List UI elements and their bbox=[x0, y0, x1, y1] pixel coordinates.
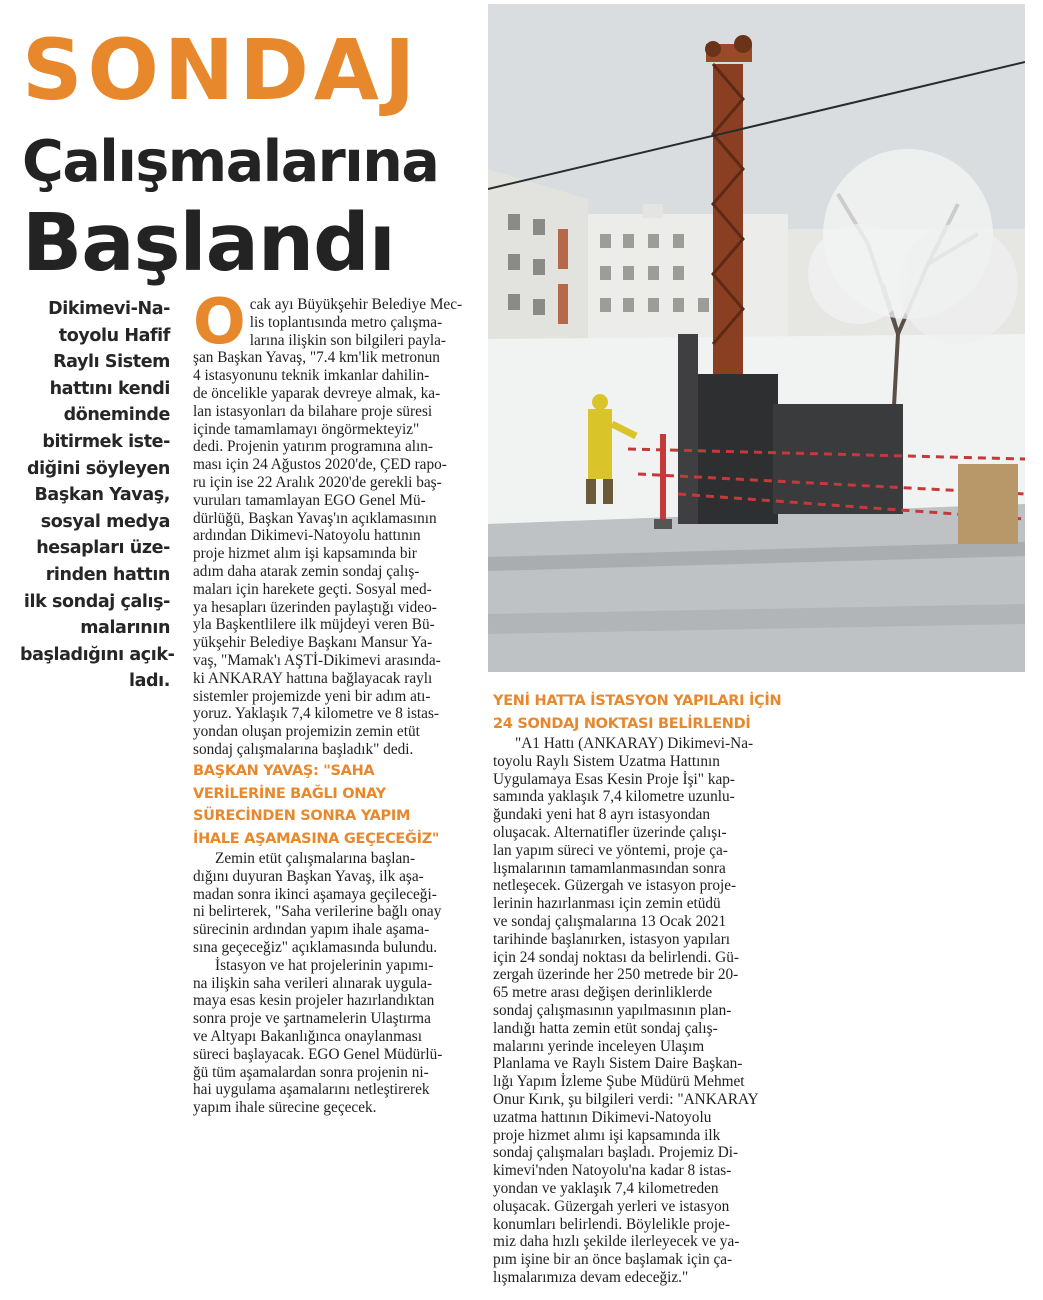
heading-line: SÜRECİNDEN SONRA YAPIM bbox=[193, 808, 411, 824]
body-line: malarını yerinde inceleyen Ulaşım bbox=[493, 1037, 705, 1055]
heading-line: VERİLERİNE BAĞLI ONAY bbox=[193, 785, 386, 802]
heading-line: 24 SONDAJ NOKTASI BELİRLENDİ bbox=[493, 715, 751, 732]
body-line: landığı hatta zemin etüt sondaj çalış- bbox=[493, 1019, 718, 1037]
article-column-1 bbox=[193, 285, 463, 759]
body-line: ğü tüm aşamalardan sonra projenin ni- bbox=[193, 1063, 429, 1081]
lead-line: diğini söyleyen bbox=[26, 458, 170, 479]
body-line: yapım ihale sürecine geçecek. bbox=[193, 1099, 377, 1117]
body-line: uzatma hattının Dikimevi-Natoyolu bbox=[493, 1108, 712, 1126]
body-line: ki ANKARAY hattına bağlayacak raylı bbox=[193, 669, 433, 687]
body-line: şan Başkan Yavaş, "7.4 km'lik metronun bbox=[193, 349, 440, 367]
lead-line: döneminde bbox=[63, 405, 170, 426]
headline-title: SONDAJ bbox=[22, 21, 421, 119]
body-line: Uygulamaya Esas Kesin Proje İşi" kap- bbox=[493, 770, 736, 788]
left-apartment-building bbox=[488, 169, 588, 344]
lead-line: rinden hattın bbox=[45, 564, 170, 585]
body-line: "A1 Hattı (ANKARAY) Dikimevi-Na- bbox=[515, 735, 754, 752]
body-line: lan yapım süreci ve yöntemi, proje ça- bbox=[493, 841, 728, 859]
lead-line: toyolu Hafif bbox=[58, 325, 170, 346]
body-line: yondan ve yaklaşık 7,4 kilometreden bbox=[493, 1179, 719, 1197]
center-apartment-building bbox=[588, 204, 788, 354]
body-line: yla Başkentlilere ilk müjdeyi veren Bü- bbox=[193, 616, 435, 634]
body-line: sonra proje ve şartnamelerin Ulaştırma bbox=[193, 1010, 431, 1028]
body-line: na ilişkin saha verileri alınarak uygula- bbox=[193, 974, 433, 992]
lead-line: başladığını açık- bbox=[20, 644, 175, 665]
wooden-crate bbox=[958, 464, 1018, 544]
body-line: Planlama ve Raylı Sistem Daire Başkan- bbox=[493, 1055, 743, 1073]
body-line: tarihinde başlanırken, istasyon yapıları bbox=[493, 930, 731, 948]
lead-line: bitirmek iste- bbox=[42, 431, 170, 452]
body-line: için 24 sondaj noktası da belirlendi. Gü- bbox=[493, 948, 739, 966]
body-line: 65 metre arası değişen derinliklerde bbox=[493, 984, 713, 1002]
drop-cap: O bbox=[193, 285, 246, 358]
body-line: zergah üzerinde her 250 metrede bir 20- bbox=[493, 966, 739, 984]
body-line: adım daha atarak zemin sondaj çalış- bbox=[193, 562, 420, 580]
body-line: sondaj çalışmasının yapılmasının plan- bbox=[493, 1001, 732, 1019]
body-line: miz daha hızlı şekilde ilerleyecek ve ya- bbox=[493, 1233, 740, 1251]
lead-line: ilk sondaj çalış- bbox=[23, 591, 170, 612]
heading-line: İHALE AŞAMASINA GEÇECEĞİZ" bbox=[193, 830, 440, 847]
body-line: ardından Dikimevi-Natoyolu hattının bbox=[193, 527, 421, 545]
body-line: yondan oluşan projemizin zemin etüt bbox=[193, 723, 420, 741]
body-line: sına geçeceğiz" açıklamasında bulundu. bbox=[193, 938, 438, 956]
lead-line: Raylı Sistem bbox=[53, 352, 170, 373]
body-line: ve Altyapı Bakanlığınca onaylanması bbox=[193, 1027, 422, 1045]
body-line: sondaj çalışmalarına başladık" dedi. bbox=[193, 740, 414, 758]
body-line: Zemin etüt çalışmalarına başlan- bbox=[215, 850, 416, 867]
body-line: toyolu Raylı Sistem Uzatma Hattının bbox=[493, 752, 720, 770]
heading-line: YENİ HATTA İSTASYON YAPILARI İÇİN bbox=[493, 693, 782, 709]
heading-line: BAŞKAN YAVAŞ: "SAHA bbox=[193, 763, 375, 779]
body-line: de öncelikle yaparak devreye almak, ka- bbox=[193, 384, 441, 402]
section-1-body bbox=[193, 850, 460, 1117]
lead-line: hesapları üze- bbox=[36, 538, 170, 559]
body-line: lan istasyonları da bilahare proje süresi bbox=[193, 402, 433, 420]
body-line: ya hesapları üzerinden paylaştığı video- bbox=[193, 598, 437, 616]
drilling-rig-photo bbox=[488, 4, 1025, 672]
body-line: lışmalarımıza devam edeceğiz." bbox=[493, 1268, 689, 1286]
body-line: kimevi'nden Natoyolu'na kadar 8 istas- bbox=[493, 1162, 732, 1180]
body-line: lışmalarının tamamlanmasından sonra bbox=[493, 859, 726, 877]
headline-line-3: Başlandı bbox=[22, 197, 395, 289]
body-line: madan sonra ikinci aşamaya geçileceği- bbox=[193, 885, 437, 903]
body-line: yükşehir Belediye Başkanı Mansur Ya- bbox=[193, 634, 433, 652]
lead-paragraph bbox=[20, 296, 175, 695]
body-line: İstasyon ve hat projelerinin yapımı- bbox=[215, 956, 434, 974]
body-line: dığını duyuran Başkan Yavaş, ilk aşa- bbox=[193, 867, 424, 885]
body-line: ve sondaj çalışmalarına 13 Ocak 2021 bbox=[493, 912, 727, 930]
body-line: ğundaki yeni hat 8 ayrı istasyondan bbox=[493, 806, 711, 824]
body-line: ni belirterek, "Saha verilerine bağlı onay bbox=[193, 903, 442, 921]
section-2-body bbox=[493, 735, 758, 1287]
body-line: yoruz. Yaklaşık 7,4 kilometre ve 8 istas- bbox=[193, 705, 439, 723]
body-line: maları için harekete geçti. Sosyal med- bbox=[193, 580, 432, 598]
body-line: vuruları tamamlayan EGO Genel Mü- bbox=[193, 491, 426, 509]
body-line: ru için ise 22 Aralık 2020'de gerekli baş- bbox=[193, 473, 442, 491]
body-line: oluşacak. Alternatifler üzerinde çalışı- bbox=[493, 823, 727, 841]
body-line: lerinin hazırlanması için zemin etüdü bbox=[493, 895, 721, 913]
lead-line: ladı. bbox=[129, 671, 170, 692]
body-line: içinde tamamlamayı öngörmekteyiz" bbox=[193, 420, 420, 438]
body-line: dürlüğü, Başkan Yavaş'ın açıklamasının bbox=[193, 509, 437, 527]
body-line: cak ayı Büyükşehir Belediye Mec- bbox=[249, 296, 463, 313]
body-line: oluşacak. Güzergah yerleri ve istasyon bbox=[493, 1197, 730, 1215]
lead-line: Başkan Yavaş, bbox=[34, 485, 170, 506]
body-line: pım işine bir an önce başlamak için ça- bbox=[493, 1251, 733, 1269]
body-line: dedi. Projenin yatırım programına alın- bbox=[193, 438, 434, 456]
lead-line: Dikimevi-Na- bbox=[48, 299, 170, 319]
body-line: hai uygulama aşamalarını netleştirerek bbox=[193, 1081, 430, 1099]
body-line: proje hizmet alım işi kapsamında bir bbox=[193, 545, 417, 563]
body-line: konumları belirlendi. Böylelikle proje- bbox=[493, 1215, 731, 1233]
body-line: Onur Kırık, şu bilgileri verdi: "ANKARAY bbox=[493, 1090, 759, 1108]
road bbox=[488, 504, 1025, 672]
section-2-heading bbox=[493, 690, 782, 735]
lead-line: sosyal medya bbox=[40, 511, 170, 532]
body-line: lis toplantısında metro çalışma- bbox=[249, 313, 443, 331]
body-line: süreci başlayacak. EGO Genel Müdürlü- bbox=[193, 1045, 443, 1063]
body-line: sistemler projemizde yeni bir adım atı- bbox=[193, 687, 431, 705]
headline-line-2: Çalışmalarına bbox=[22, 129, 439, 195]
body-line: vaş, "Mamak'ı AŞTİ-Dikimevi arasında- bbox=[193, 651, 441, 669]
body-line: sürecinin ardından yapım ihale aşama- bbox=[193, 921, 430, 939]
body-line: maya esas kesin projeler hazırlandıktan bbox=[193, 992, 435, 1010]
body-line: sondaj çalışmaları başladı. Projemiz Di- bbox=[493, 1144, 739, 1162]
body-line: samında yaklaşık 7,4 kilometre uzunlu- bbox=[493, 788, 735, 806]
body-line: ması için 24 Ağustos 2020'de, ÇED rapo- bbox=[193, 456, 447, 474]
lead-line: malarının bbox=[80, 618, 170, 639]
body-line: netleşecek. Güzergah ve istasyon proje- bbox=[493, 877, 737, 895]
lead-line: hattını kendi bbox=[49, 378, 170, 399]
body-line: proje hizmet alımı işi kapsamında ilk bbox=[493, 1126, 721, 1144]
body-line: larına ilişkin son bilgileri payla- bbox=[249, 331, 446, 349]
body-line: 4 istasyonunu teknik imkanlar dahilin- bbox=[193, 367, 430, 385]
section-1-heading bbox=[193, 760, 460, 850]
body-line: lığı Yapım İzleme Şube Müdürü Mehmet bbox=[493, 1073, 745, 1091]
intro-paragraph bbox=[193, 285, 463, 759]
